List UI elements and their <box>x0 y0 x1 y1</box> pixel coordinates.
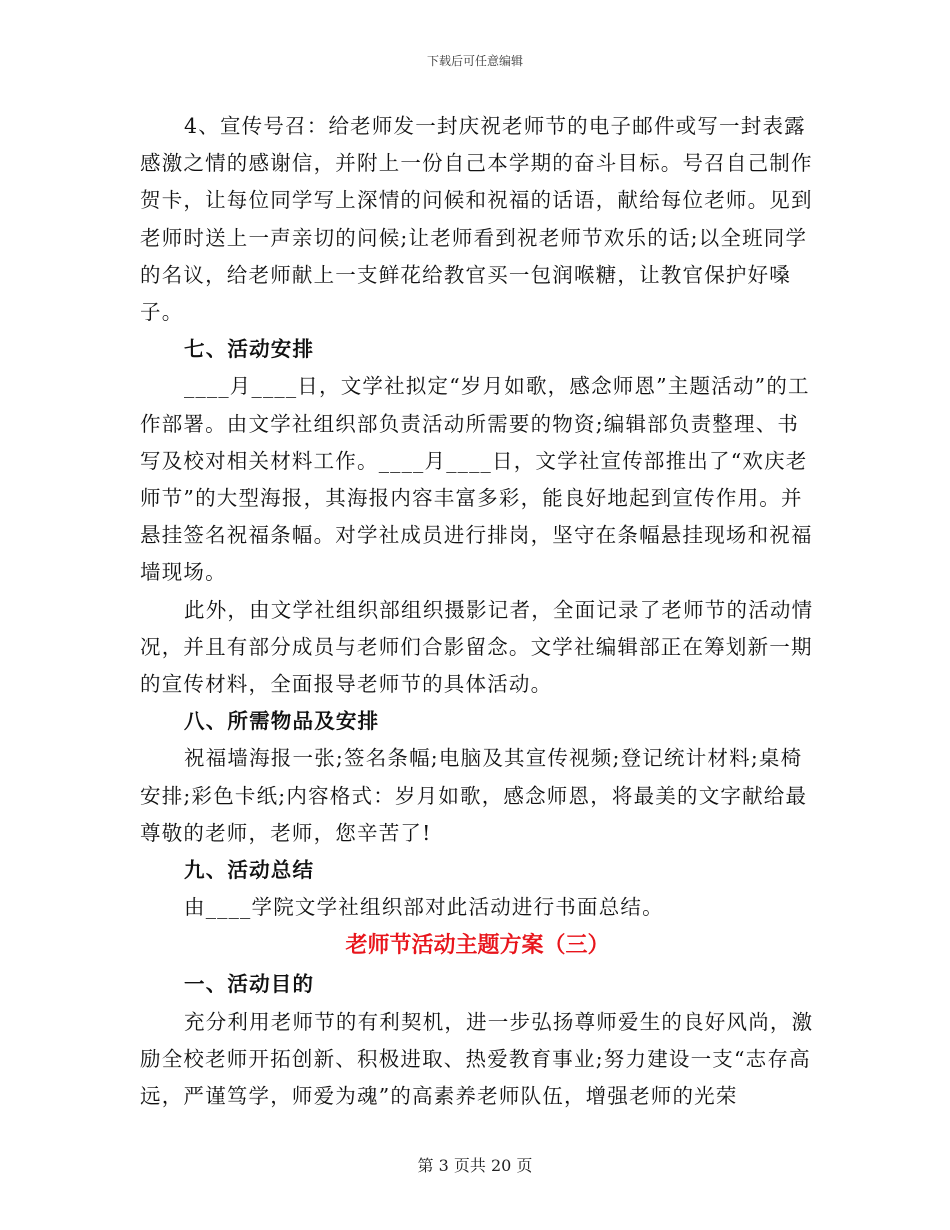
paragraph-purpose-detail: 充分利用老师节的有利契机，进一步弘扬尊师爱生的良好风尚，激励全校老师开拓创新、积极进取、热爱教育事业;努力建设一支“志存高远，严谨笃学，师爱为魂”的高素养老师队伍，增强老师的光荣 <box>140 1009 814 1109</box>
heading-required-items: 八、所需物品及安排 <box>184 709 380 734</box>
heading-activity-arrangement: 七、活动安排 <box>184 337 315 362</box>
heading-activity-summary: 九、活动总结 <box>184 858 315 883</box>
heading-activity-purpose: 一、活动目的 <box>184 972 315 997</box>
paragraph-work-deployment: ____月____日，文学社拟定“岁月如歌，感念师恩”主题活动”的工作部署。由文学社组织部负责活动所需要的物资;编辑部负责整理、书写及校对相关材料工作。____月____日，文学社宣传部推出了“欢庆老师节”的大型海报，其海报内容丰富多彩，能良好地起到宣传作用。并悬挂签名祝福条幅。对学社成员进行排岗，坚守在条幅悬挂现场和祝福墙现场。 <box>140 374 813 585</box>
document-body <box>140 108 815 1115</box>
paragraph-summary-note: 由____学院文学社组织部对此活动进行书面总结。 <box>184 895 664 920</box>
paragraph-publicity-call: 4、宣传号召：给老师发一封庆祝老师节的电子邮件或写一封表露感激之情的感谢信，并附上一份自己本学期的奋斗目标。号召自己制作贺卡，让每位同学写上深情的问候和祝福的话语，献给每位老师。见到老师时送上一声亲切的问候;让老师看到祝老师节欢乐的话;以全班同学的名议，给老师献上一支鲜花给教官买一包润喉糖，让教官保护好嗓子。 <box>140 114 813 325</box>
paragraph-item-list: 祝福墙海报一张;签名条幅;电脑及其宣传视频;登记统计材料;桌椅安排;彩色卡纸;内容格式：岁月如歌，感念师恩，将最美的文字献给最尊敬的老师，老师，您辛苦了! <box>140 746 808 845</box>
paragraph-photography-record: 此外，由文学社组织部组织摄影记者，全面记录了老师节的活动情况，并且有部分成员与老师们合影留念。文学社编辑部正在筹划新一期的宣传材料，全面报导老师节的具体活动。 <box>140 597 814 697</box>
page-footer: 第 3 页共 20 页 <box>417 1156 533 1175</box>
page-header: 下载后可任意编辑 <box>426 54 523 68</box>
section-title-red: 老师节活动主题方案（三） <box>345 933 610 959</box>
